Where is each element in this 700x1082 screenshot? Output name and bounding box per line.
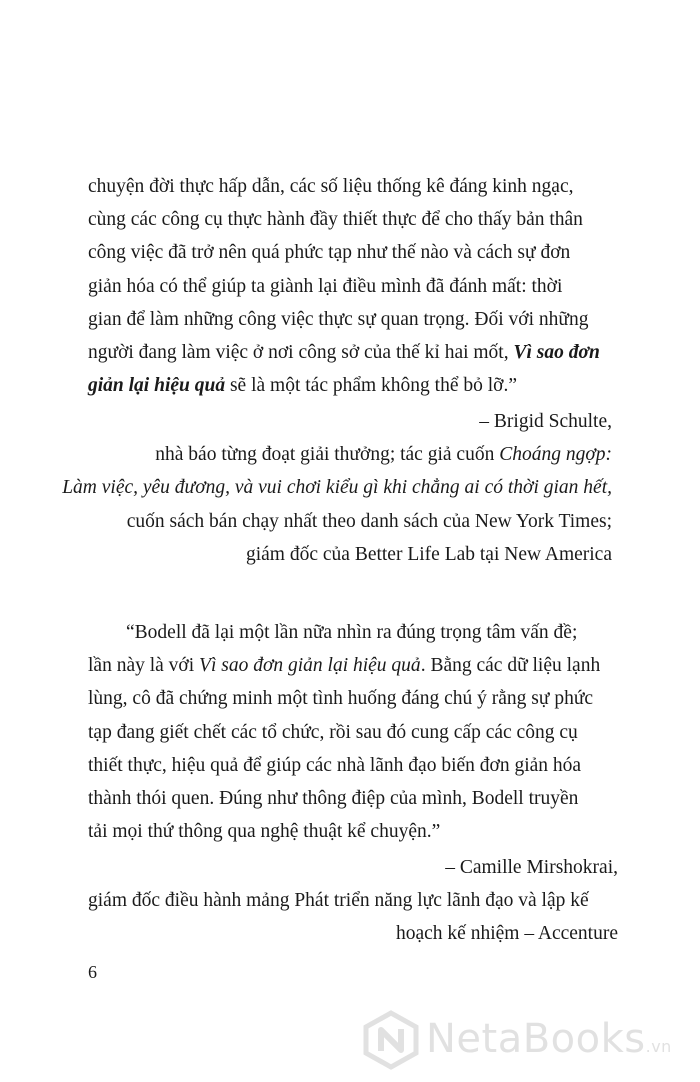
- watermark-brand: NetaBooks: [426, 1016, 646, 1062]
- quote-2-line: thiết thực, hiệu quả để giúp các nhà lãnh đạo biến đơn giản hóa: [88, 754, 582, 776]
- quote-2-line: thành thói quen. Đúng như thông điệp của mình, Bodell truyền: [88, 788, 579, 810]
- quote-2-line: lùng, cô đã chứng minh một tình huống đáng chú ý rằng sự phức: [88, 688, 594, 710]
- quote-1-text: người đang làm việc ở nơi công sở của thế kỉ hai mốt,: [88, 342, 514, 364]
- attribution-line: giám đốc của Better Life Lab tại New America: [245, 543, 612, 565]
- quote-1: [88, 170, 618, 402]
- quote-1-line: gian để làm những công việc thực sự quan trọng. Đối với những: [88, 308, 589, 330]
- quote-1-text: sẽ là một tác phẩm không thể bỏ lỡ.”: [225, 375, 518, 397]
- attribution-line: [52, 438, 612, 471]
- attribution-name: – Brigid Schulte,: [479, 411, 612, 432]
- book-title-emphasis: Vì sao đơn: [513, 342, 600, 364]
- watermark: [362, 1010, 692, 1070]
- book-title-emphasis: Vì sao đơn giản lại hiệu quả: [199, 655, 421, 677]
- quote-1-line: cùng các công cụ thực hành đầy thiết thực để cho thấy bản thân: [88, 209, 583, 231]
- quote-2-line: tạp đang giết chết các tổ chức, rồi sau đó cung cấp các công cụ: [88, 721, 578, 743]
- attribution-name: – Camille Mirshokrai,: [445, 857, 618, 878]
- quote-1-line: [88, 369, 618, 402]
- watermark-text: [426, 1016, 672, 1062]
- quote-2-line: [88, 649, 618, 682]
- attribution-line: cuốn sách bán chạy nhất theo danh sách của New York Times;: [126, 510, 612, 532]
- quote-1-line: chuyện đời thực hấp dẫn, các số liệu thống kê đáng kinh ngạc,: [88, 176, 574, 197]
- attribution-2: [88, 851, 618, 951]
- quote-2-text: lần này là với: [88, 655, 200, 677]
- attribution-1: [52, 405, 612, 571]
- quote-2-text: . Bằng các dữ liệu lạnh: [420, 655, 601, 677]
- attribution-line: giám đốc điều hành mảng Phát triển năng lực lãnh đạo và lập kế: [88, 890, 589, 912]
- quote-2-line: “Bodell đã lại một lần nữa nhìn ra đúng trọng tâm vấn đề;: [126, 622, 578, 643]
- quote-2: [88, 616, 618, 848]
- book-title-emphasis: giản lại hiệu quả: [88, 375, 226, 397]
- quote-2-line: tải mọi thứ thông qua nghệ thuật kể chuyện.”: [88, 821, 441, 843]
- quote-1-line: [88, 336, 618, 369]
- attribution-line: hoạch kế nhiệm – Accenture: [396, 923, 618, 945]
- quote-1-line: giản hóa có thể giúp ta giành lại điều mình đã đánh mất: thời: [88, 275, 563, 297]
- attribution-line: [52, 471, 612, 504]
- attribution-text: nhà báo từng đoạt giải thưởng; tác giả cuốn: [155, 444, 500, 466]
- cited-book-title: Làm việc, yêu đương, và vui chơi kiểu gì khi chẳng ai có thời gian hết,: [62, 477, 612, 499]
- cited-book-title: Choáng ngợp:: [499, 444, 612, 466]
- quote-1-line: công việc đã trở nên quá phức tạp như thế nào và cách sự đơn: [88, 242, 571, 264]
- netabooks-logo-icon: [362, 1010, 420, 1070]
- watermark-suffix: .vn: [645, 1037, 672, 1056]
- page-number: 6: [88, 962, 97, 982]
